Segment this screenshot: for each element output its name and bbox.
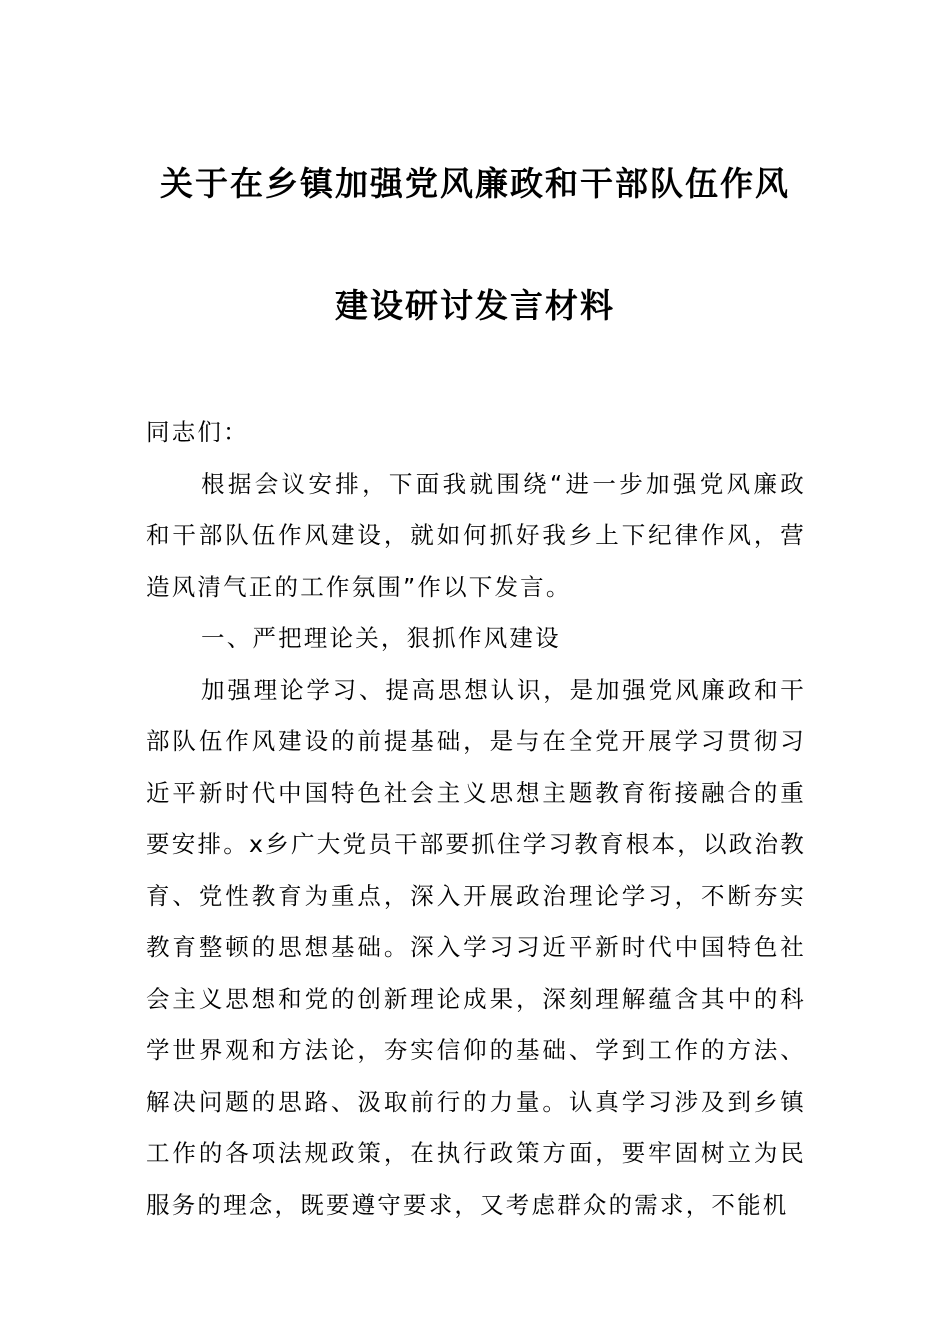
document-title-line-2: 建设研讨发言材料 bbox=[335, 286, 615, 325]
salutation: 同志们： bbox=[146, 418, 249, 446]
section-heading-1: 一、严把理论关，狠抓作风建设 bbox=[201, 624, 561, 652]
paragraph-theory-study: 加强理论学习、提高思想认识，是加强党风廉政和干部队伍作风建设的前提基础，是与在全党开展学习贯彻习近平新时代中国特色社会主义思想主题教育衔接融合的重要安排。x乡广大党员干部要抓住学习教育根本，以政治教育、党性教育为重点，深入开展政治理论学习，不断夯实教育整顿的思想基础。深入学习习近平新时代中国特色社会主义思想和党的创新理论成果，深刻理解蕴含其中的科学世界观和方法论，夯实信仰的基础、学到工作的方法、解决问题的思路、汲取前行的力量。认真学习涉及到乡镇工作的各项法规政策，在执行政策方面，要牢固树立为民服务的理念，既要遵守要求，又考虑群众的需求，不能机 bbox=[146, 675, 806, 1219]
paragraph-intro: 根据会议安排，下面我就围绕“进一步加强党风廉政和干部队伍作风建设，就如何抓好我乡上下纪律作风，营造风清气正的工作氛围”作以下发言。 bbox=[146, 469, 806, 601]
document-body bbox=[146, 407, 806, 1231]
document-title-line-1: 关于在乡镇加强党风廉政和干部队伍作风 bbox=[160, 164, 790, 203]
